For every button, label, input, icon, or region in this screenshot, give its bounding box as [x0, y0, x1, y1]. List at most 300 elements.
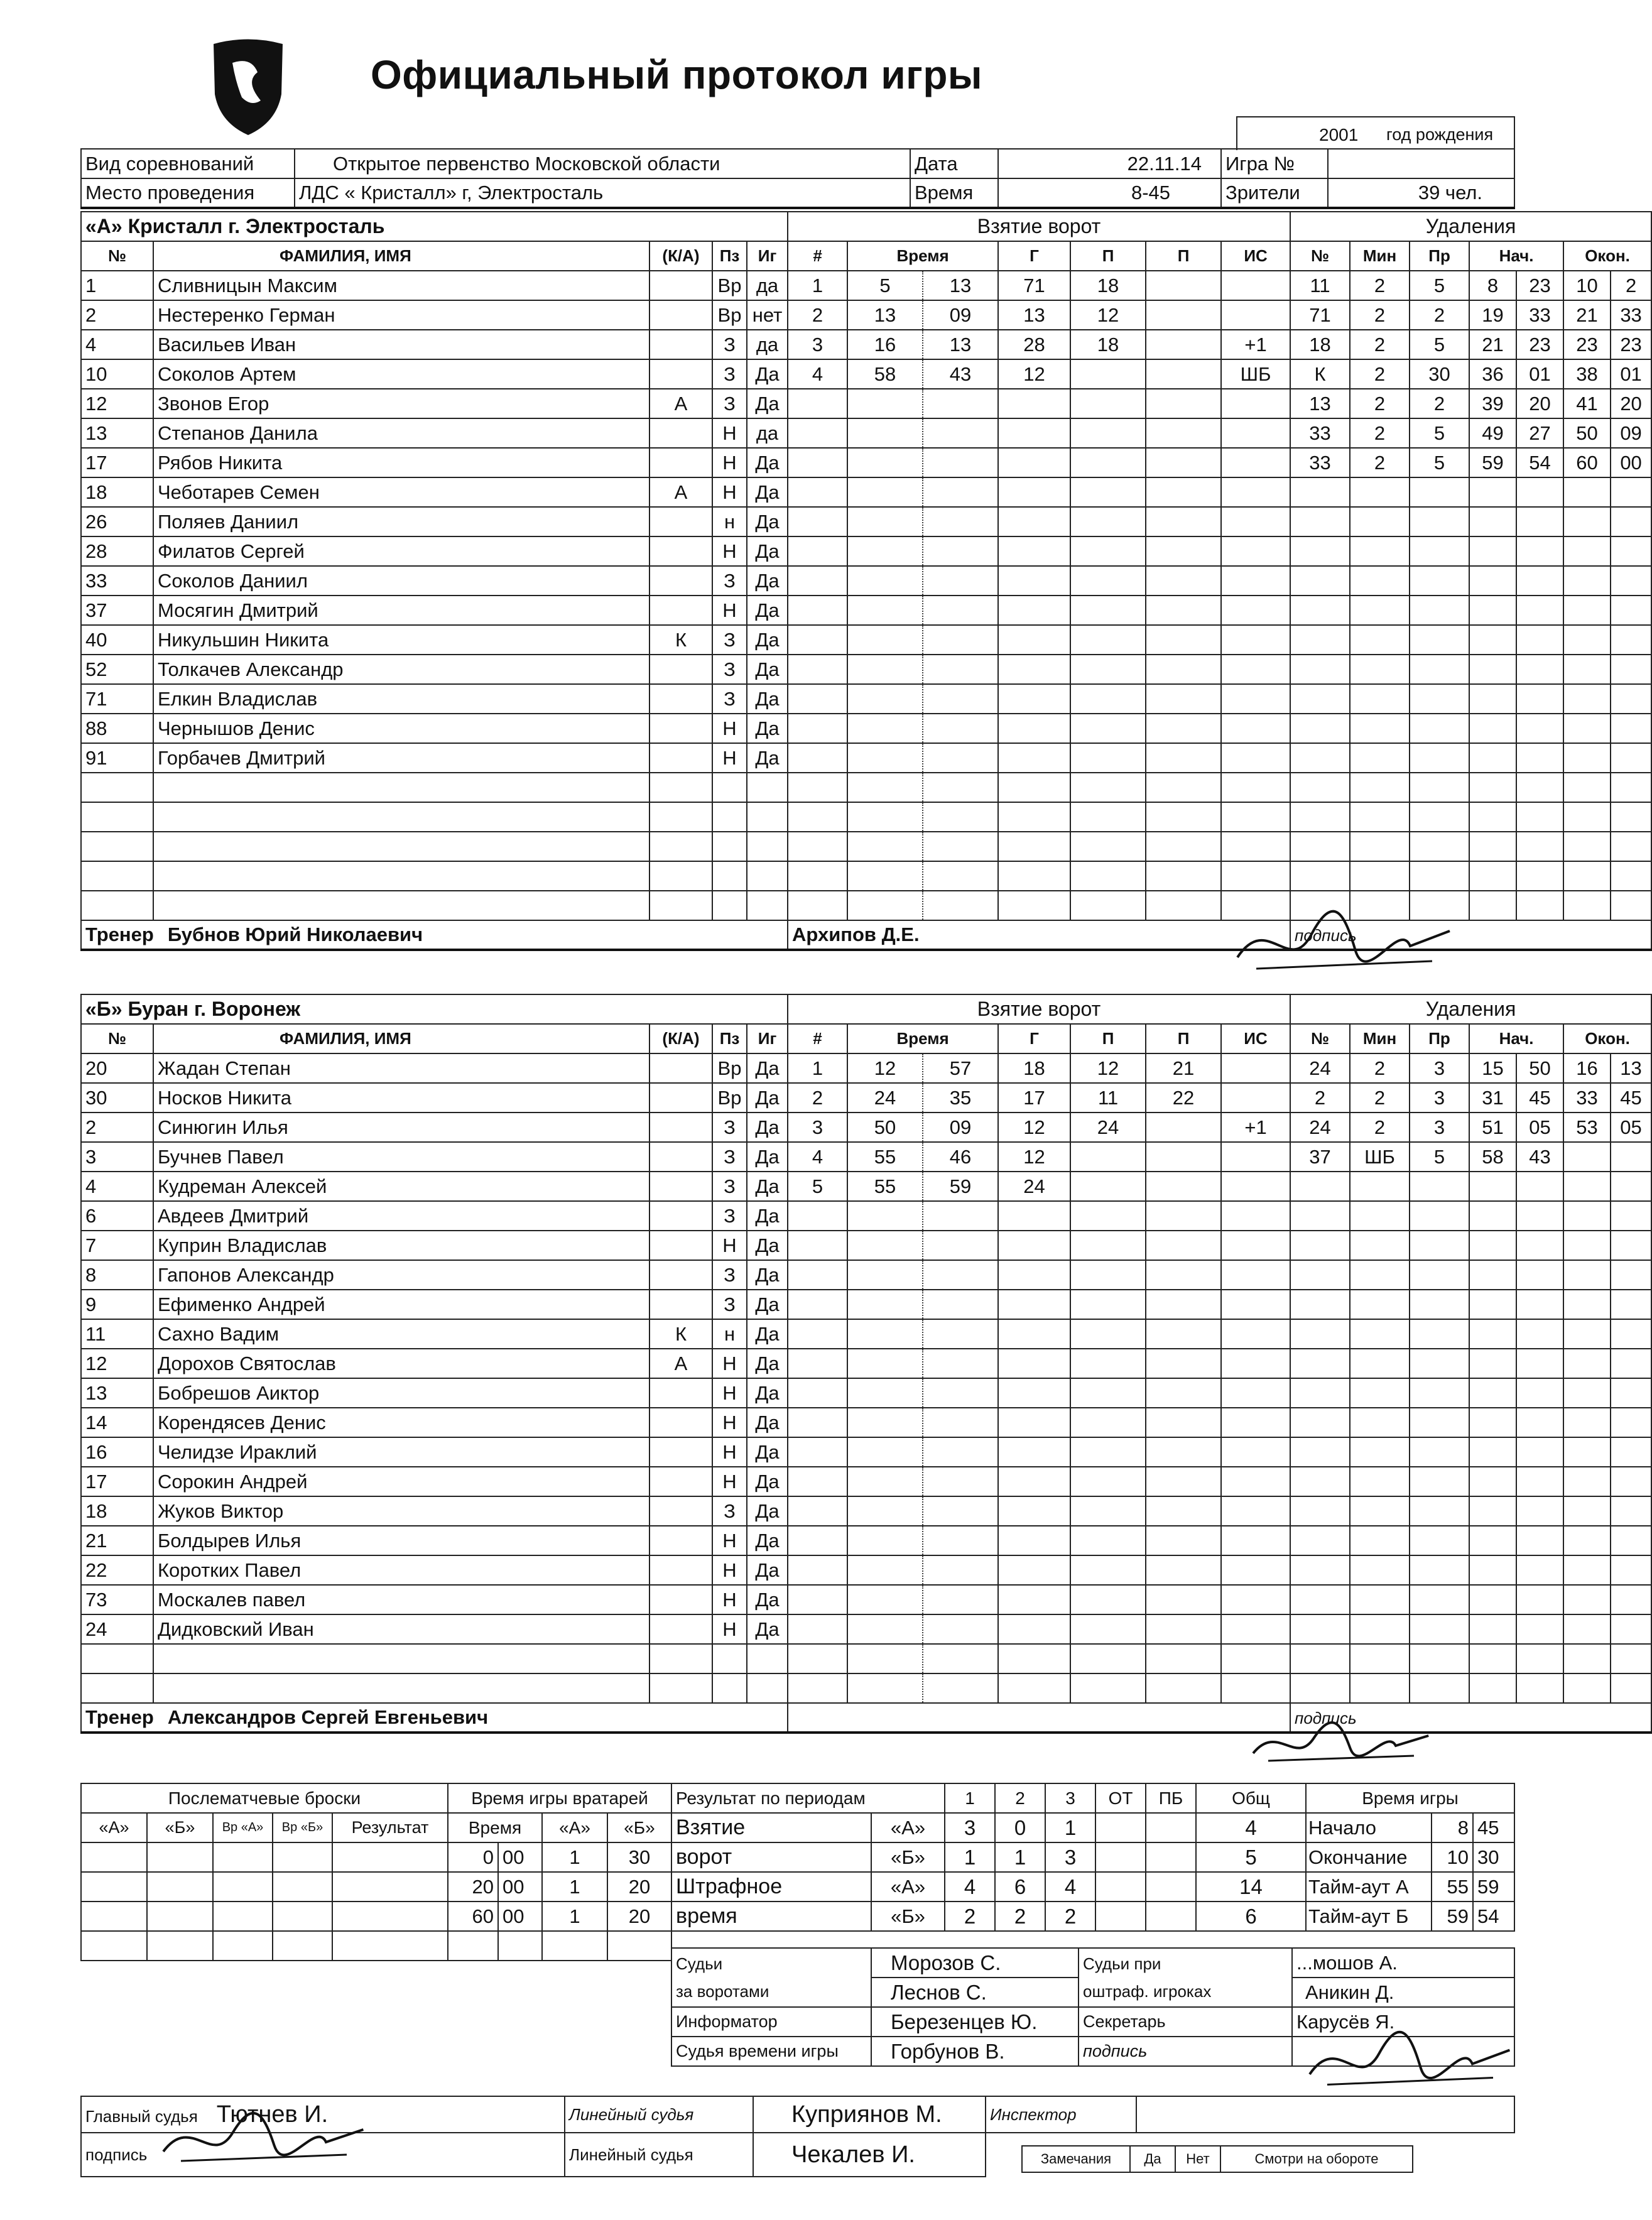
goal-assist-2 — [1146, 389, 1221, 418]
team_b-header-assist-2: П — [1146, 1024, 1221, 1053]
team_b-row — [81, 1260, 1651, 1290]
goal-assist-1 — [1070, 861, 1146, 891]
goal-assist-1 — [1070, 714, 1146, 743]
player-played: Да — [747, 1437, 788, 1467]
inspector — [1136, 2096, 1514, 2133]
goalie-sec: 00 — [498, 1842, 542, 1872]
player-name — [153, 773, 649, 802]
goal-number: 4 — [788, 1142, 847, 1172]
linesman-1: Куприянов М. — [753, 2096, 986, 2133]
goal-assist-2 — [1146, 1408, 1221, 1437]
penalty-end-sec — [1611, 684, 1651, 714]
player-position: З — [712, 625, 747, 655]
goal-minute — [847, 418, 923, 448]
player-played: Да — [747, 507, 788, 536]
goal-situation — [1221, 566, 1290, 596]
goal-assist-1 — [1070, 1408, 1146, 1437]
goal-minute — [847, 448, 923, 477]
competition-label: Вид соревнований — [81, 149, 295, 178]
team_b-goals-title: Взятие ворот — [788, 994, 1290, 1024]
shootout-cell — [147, 1902, 213, 1931]
player-number: 14 — [81, 1408, 153, 1437]
player-role — [649, 773, 712, 802]
player-role — [649, 1467, 712, 1496]
goal-number: 1 — [788, 271, 847, 300]
penalty-end-sec — [1611, 1673, 1651, 1703]
player-number — [81, 802, 153, 832]
goal-situation — [1221, 714, 1290, 743]
goal-second — [923, 1408, 998, 1437]
team_b-row — [81, 1378, 1651, 1408]
penalty-end-sec — [1611, 1496, 1651, 1526]
player-played: Да — [747, 743, 788, 773]
goal-assist-1: 18 — [1070, 330, 1146, 359]
penalty-start-min — [1469, 1673, 1516, 1703]
shootout-cell — [81, 1872, 147, 1902]
team_a-row — [81, 477, 1651, 507]
penalty-player — [1290, 566, 1350, 596]
shootout-col-header: «А» — [81, 1813, 147, 1842]
shootout-row — [81, 1842, 448, 1872]
player-number: 88 — [81, 714, 153, 743]
penalty-start-sec — [1516, 625, 1563, 655]
penalty-end-min — [1563, 714, 1611, 743]
period-value: 14 — [1196, 1872, 1306, 1902]
penalty-reason: 5 — [1410, 271, 1469, 300]
goal-scorer — [998, 1408, 1070, 1437]
goal-scorer — [998, 773, 1070, 802]
period-value — [1146, 1872, 1196, 1902]
player-name: Соколов Артем — [153, 359, 649, 389]
penalty-end-min — [1563, 477, 1611, 507]
player-number: 17 — [81, 1467, 153, 1496]
team_a-header-pos: Пз — [712, 241, 747, 271]
team_b-row — [81, 1083, 1651, 1113]
period-value — [1095, 1813, 1146, 1842]
team_a-row — [81, 300, 1651, 330]
player-played: Да — [747, 1555, 788, 1585]
penalty-reason — [1410, 684, 1469, 714]
inspector-label: Инспектор — [986, 2096, 1136, 2133]
penalty-minutes — [1350, 477, 1410, 507]
player-position — [712, 773, 747, 802]
goal-situation — [1221, 389, 1290, 418]
linesman-label-2: Линейный судья — [565, 2133, 753, 2177]
player-played: Да — [747, 389, 788, 418]
spectators-value: 39 чел. — [1328, 178, 1514, 208]
period-team-tag: «Б» — [871, 1902, 945, 1931]
player-played: нет — [747, 300, 788, 330]
goal-assist-1 — [1070, 1437, 1146, 1467]
penalty-end-sec — [1611, 832, 1651, 861]
coach-a-signature — [1234, 905, 1454, 980]
goal-minute — [847, 536, 923, 566]
penalty-end-min — [1563, 1437, 1611, 1467]
player-number: 2 — [81, 300, 153, 330]
player-role — [649, 684, 712, 714]
goal-number — [788, 1319, 847, 1349]
player-number: 3 — [81, 1142, 153, 1172]
penalty-start-min — [1469, 1231, 1516, 1260]
remarks-label: Замечания — [1023, 2147, 1131, 2172]
shootout-cell — [273, 1931, 332, 1961]
goal-minute: 12 — [847, 1053, 923, 1083]
shootout-title: Послематчевые броски — [81, 1783, 448, 1813]
penalty-player — [1290, 1231, 1350, 1260]
goal-minute — [847, 891, 923, 920]
goal-situation: +1 — [1221, 330, 1290, 359]
player-number: 13 — [81, 418, 153, 448]
penalty-start-sec: 20 — [1516, 389, 1563, 418]
penalty-end-sec — [1611, 1201, 1651, 1231]
goal-situation — [1221, 1555, 1290, 1585]
goal-assist-2 — [1146, 477, 1221, 507]
shootout-col-header: Вр «Б» — [273, 1813, 332, 1842]
penalty-start-sec: 43 — [1516, 1142, 1563, 1172]
player-played — [747, 773, 788, 802]
goal-minute: 55 — [847, 1142, 923, 1172]
penalty-end-min — [1563, 1319, 1611, 1349]
goal-assist-2 — [1146, 330, 1221, 359]
penalty-end-min — [1563, 1142, 1611, 1172]
informer-label: Информатор — [671, 2007, 871, 2037]
goal-assist-1 — [1070, 743, 1146, 773]
player-number: 28 — [81, 536, 153, 566]
game-time-row — [1306, 1902, 1514, 1931]
goal-minute — [847, 1467, 923, 1496]
goal-number — [788, 566, 847, 596]
penalty-reason: 5 — [1410, 330, 1469, 359]
goal-second — [923, 743, 998, 773]
goal-scorer — [998, 1231, 1070, 1260]
goal-assist-2 — [1146, 1290, 1221, 1319]
penalty-end-sec — [1611, 1555, 1651, 1585]
penalty-start-sec — [1516, 743, 1563, 773]
goalie-min — [448, 1931, 498, 1961]
penalty-reason — [1410, 536, 1469, 566]
team_a-table — [80, 211, 1652, 951]
penalty-start-min — [1469, 684, 1516, 714]
penalty-minutes — [1350, 536, 1410, 566]
goal-situation — [1221, 448, 1290, 477]
penalty-minutes: 2 — [1350, 271, 1410, 300]
player-role — [649, 507, 712, 536]
goal-scorer — [998, 1437, 1070, 1467]
penalty-end-min — [1563, 1378, 1611, 1408]
goal-number: 2 — [788, 300, 847, 330]
player-position: Н — [712, 1437, 747, 1467]
penalty-player: 71 — [1290, 300, 1350, 330]
penalty-minutes: 2 — [1350, 359, 1410, 389]
penalty-end-sec — [1611, 1585, 1651, 1614]
penalty-start-sec — [1516, 832, 1563, 861]
goal-assist-1 — [1070, 507, 1146, 536]
goal-situation — [1221, 1644, 1290, 1673]
penalty-end-min — [1563, 1614, 1611, 1644]
period-col-header: 2 — [995, 1783, 1045, 1813]
player-played: Да — [747, 1319, 788, 1349]
penalty-player — [1290, 1644, 1350, 1673]
player-played: Да — [747, 477, 788, 507]
penalty-end-min — [1563, 1260, 1611, 1290]
penalty-end-sec — [1611, 536, 1651, 566]
penalty-end-min — [1563, 773, 1611, 802]
game-time-label: Начало — [1306, 1813, 1432, 1842]
penalty-end-min: 10 — [1563, 271, 1611, 300]
penalty-player: К — [1290, 359, 1350, 389]
penalty-player — [1290, 743, 1350, 773]
goal-assist-2 — [1146, 1467, 1221, 1496]
goal-second — [923, 1526, 998, 1555]
goalie-time-row — [448, 1931, 671, 1961]
goalie-sec: 00 — [498, 1872, 542, 1902]
penalty-minutes — [1350, 861, 1410, 891]
team_a-row — [81, 330, 1651, 359]
goalie-col-time: Время — [448, 1813, 542, 1842]
penalty-start-min: 31 — [1469, 1083, 1516, 1113]
goal-scorer — [998, 477, 1070, 507]
penalty-end-sec — [1611, 1231, 1651, 1260]
goal-second: 13 — [923, 330, 998, 359]
penalty-end-min: 50 — [1563, 418, 1611, 448]
player-role — [649, 1231, 712, 1260]
goal-number: 2 — [788, 1083, 847, 1113]
player-name: Горбачев Дмитрий — [153, 743, 649, 773]
penalty-start-sec: 45 — [1516, 1083, 1563, 1113]
penalty-start-min — [1469, 1378, 1516, 1408]
goalie-time-title: Время игры вратарей — [448, 1783, 671, 1813]
player-number: 8 — [81, 1260, 153, 1290]
team_a-row — [81, 271, 1651, 300]
pim-row-b — [671, 1902, 1306, 1931]
team_b-row — [81, 1231, 1651, 1260]
player-number: 26 — [81, 507, 153, 536]
penalty-end-min: 60 — [1563, 448, 1611, 477]
player-role — [649, 1408, 712, 1437]
player-role — [649, 714, 712, 743]
period-row-label: Взятие — [671, 1813, 871, 1842]
player-played: Да — [747, 1408, 788, 1437]
goalie-sec: 00 — [498, 1902, 542, 1931]
goal-assist-2: 21 — [1146, 1053, 1221, 1083]
penalty-minutes — [1350, 1467, 1410, 1496]
game-time-row — [1306, 1813, 1514, 1842]
goal-assist-2 — [1146, 300, 1221, 330]
coach-b-signature — [1250, 1718, 1432, 1768]
penalty-reason — [1410, 1349, 1469, 1378]
penalty-judges-label-1: Судьи при — [1083, 1954, 1161, 1973]
goal-assist-2 — [1146, 566, 1221, 596]
period-col-header: ОТ — [1095, 1783, 1146, 1813]
penalty-start-min — [1469, 1496, 1516, 1526]
period-value: 2 — [945, 1902, 995, 1931]
goal-situation — [1221, 1614, 1290, 1644]
penalty-end-sec — [1611, 802, 1651, 832]
penalty-reason — [1410, 1201, 1469, 1231]
goal-scorer: 28 — [998, 330, 1070, 359]
penalty-player: 33 — [1290, 418, 1350, 448]
goal-assist-2 — [1146, 714, 1221, 743]
goal-number — [788, 802, 847, 832]
goal-assist-2 — [1146, 1673, 1221, 1703]
goal-scorer — [998, 389, 1070, 418]
goal-minute — [847, 625, 923, 655]
goalie-b: 30 — [607, 1842, 671, 1872]
penalty-player: 37 — [1290, 1142, 1350, 1172]
goal-scorer — [998, 1555, 1070, 1585]
penalty-reason — [1410, 1231, 1469, 1260]
period-value: 2 — [1045, 1902, 1095, 1931]
shootout-row — [81, 1872, 448, 1902]
goal-minute — [847, 1673, 923, 1703]
penalty-end-sec — [1611, 773, 1651, 802]
penalty-start-min: 19 — [1469, 300, 1516, 330]
penalty-minutes — [1350, 1260, 1410, 1290]
goal-second: 13 — [923, 271, 998, 300]
player-position: Вр — [712, 300, 747, 330]
goal-minute — [847, 1496, 923, 1526]
penalty-start-sec — [1516, 714, 1563, 743]
goal-assist-1 — [1070, 1349, 1146, 1378]
team_a-coach-cell — [81, 920, 788, 950]
goal-second — [923, 625, 998, 655]
player-played — [747, 832, 788, 861]
goal-assist-1: 12 — [1070, 1053, 1146, 1083]
player-position: Н — [712, 448, 747, 477]
game-time-sec: 30 — [1473, 1842, 1514, 1872]
goal-second — [923, 655, 998, 684]
period-col-header: 3 — [1045, 1783, 1095, 1813]
penalty-reason — [1410, 596, 1469, 625]
goalie-min: 60 — [448, 1902, 498, 1931]
player-played: Да — [747, 625, 788, 655]
game-time-label: Окончание — [1306, 1842, 1432, 1872]
penalty-reason — [1410, 861, 1469, 891]
penalty-player — [1290, 714, 1350, 743]
penalty-player — [1290, 1585, 1350, 1614]
penalty-start-min — [1469, 477, 1516, 507]
goal-number — [788, 832, 847, 861]
penalty-start-min — [1469, 1172, 1516, 1201]
penalty-minutes — [1350, 596, 1410, 625]
penalty-reason — [1410, 1467, 1469, 1496]
goalie-a: 1 — [542, 1872, 607, 1902]
player-role — [649, 1290, 712, 1319]
goal-situation — [1221, 832, 1290, 861]
penalty-start-sec — [1516, 802, 1563, 832]
penalty-end-min: 21 — [1563, 300, 1611, 330]
period-value: 0 — [995, 1813, 1045, 1842]
player-position: Н — [712, 743, 747, 773]
goalie-col-a: «А» — [542, 1813, 607, 1842]
penalty-end-min: 53 — [1563, 1113, 1611, 1142]
team_a-header-goal-scorer: Г — [998, 241, 1070, 271]
player-position: З — [712, 566, 747, 596]
period-value: 6 — [1196, 1902, 1306, 1931]
shootout-cell — [273, 1842, 332, 1872]
player-position: Н — [712, 1585, 747, 1614]
penalty-end-min — [1563, 1349, 1611, 1378]
penalty-reason — [1410, 832, 1469, 861]
player-role: А — [649, 1349, 712, 1378]
team_b-header-pos: Пз — [712, 1024, 747, 1053]
penalty-minutes — [1350, 507, 1410, 536]
team_b-row — [81, 1201, 1651, 1231]
goal-assist-1 — [1070, 1467, 1146, 1496]
penalty-end-min — [1563, 861, 1611, 891]
goal-assist-1: 11 — [1070, 1083, 1146, 1113]
goal-second — [923, 861, 998, 891]
player-number: 21 — [81, 1526, 153, 1555]
goal-number — [788, 596, 847, 625]
game-time-min: 59 — [1432, 1902, 1473, 1931]
penalty-minutes — [1350, 832, 1410, 861]
goal-scorer — [998, 625, 1070, 655]
player-role — [649, 566, 712, 596]
penalty-start-min: 51 — [1469, 1113, 1516, 1142]
penalty-player — [1290, 596, 1350, 625]
penalty-minutes — [1350, 625, 1410, 655]
penalty-start-sec — [1516, 1496, 1563, 1526]
penalty-reason: 5 — [1410, 418, 1469, 448]
penalty-start-min: 39 — [1469, 389, 1516, 418]
penalty-player — [1290, 1319, 1350, 1349]
goalie-min: 20 — [448, 1872, 498, 1902]
player-position: Вр — [712, 1053, 747, 1083]
player-played: Да — [747, 1172, 788, 1201]
goal-situation — [1221, 271, 1290, 300]
penalty-end-sec: 05 — [1611, 1113, 1651, 1142]
goal-situation — [1221, 1408, 1290, 1437]
player-role — [649, 330, 712, 359]
player-played: Да — [747, 448, 788, 477]
goal-assist-1 — [1070, 1260, 1146, 1290]
team_a-row — [81, 418, 1651, 448]
player-name: Елкин Владислав — [153, 684, 649, 714]
penalty-minutes — [1350, 1408, 1410, 1437]
timekeeper: Горбунов В. — [871, 2037, 1079, 2066]
penalty-start-min — [1469, 861, 1516, 891]
penalty-start-min — [1469, 536, 1516, 566]
team_b-row — [81, 1526, 1651, 1555]
player-played: Да — [747, 1496, 788, 1526]
goal-scorer — [998, 1260, 1070, 1290]
goal-minute: 58 — [847, 359, 923, 389]
penalty-start-sec — [1516, 507, 1563, 536]
goal-number — [788, 1555, 847, 1585]
penalty-start-sec: 50 — [1516, 1053, 1563, 1083]
penalty-player: 33 — [1290, 448, 1350, 477]
goal-minute — [847, 1231, 923, 1260]
player-name: Челидзе Ираклий — [153, 1437, 649, 1467]
goal-scorer — [998, 655, 1070, 684]
penalty-player — [1290, 1260, 1350, 1290]
goal-number — [788, 1644, 847, 1673]
goal-number — [788, 773, 847, 802]
goal-assist-2 — [1146, 1585, 1221, 1614]
player-position: Н — [712, 1349, 747, 1378]
penalty-start-min — [1469, 1526, 1516, 1555]
penalty-start-sec — [1516, 773, 1563, 802]
player-role — [649, 1083, 712, 1113]
team_b-row — [81, 1437, 1651, 1467]
goal-assist-2 — [1146, 1496, 1221, 1526]
goal-second — [923, 418, 998, 448]
penalty-end-min — [1563, 1201, 1611, 1231]
penalty-reason — [1410, 1319, 1469, 1349]
penalty-reason — [1410, 773, 1469, 802]
goal-number — [788, 655, 847, 684]
